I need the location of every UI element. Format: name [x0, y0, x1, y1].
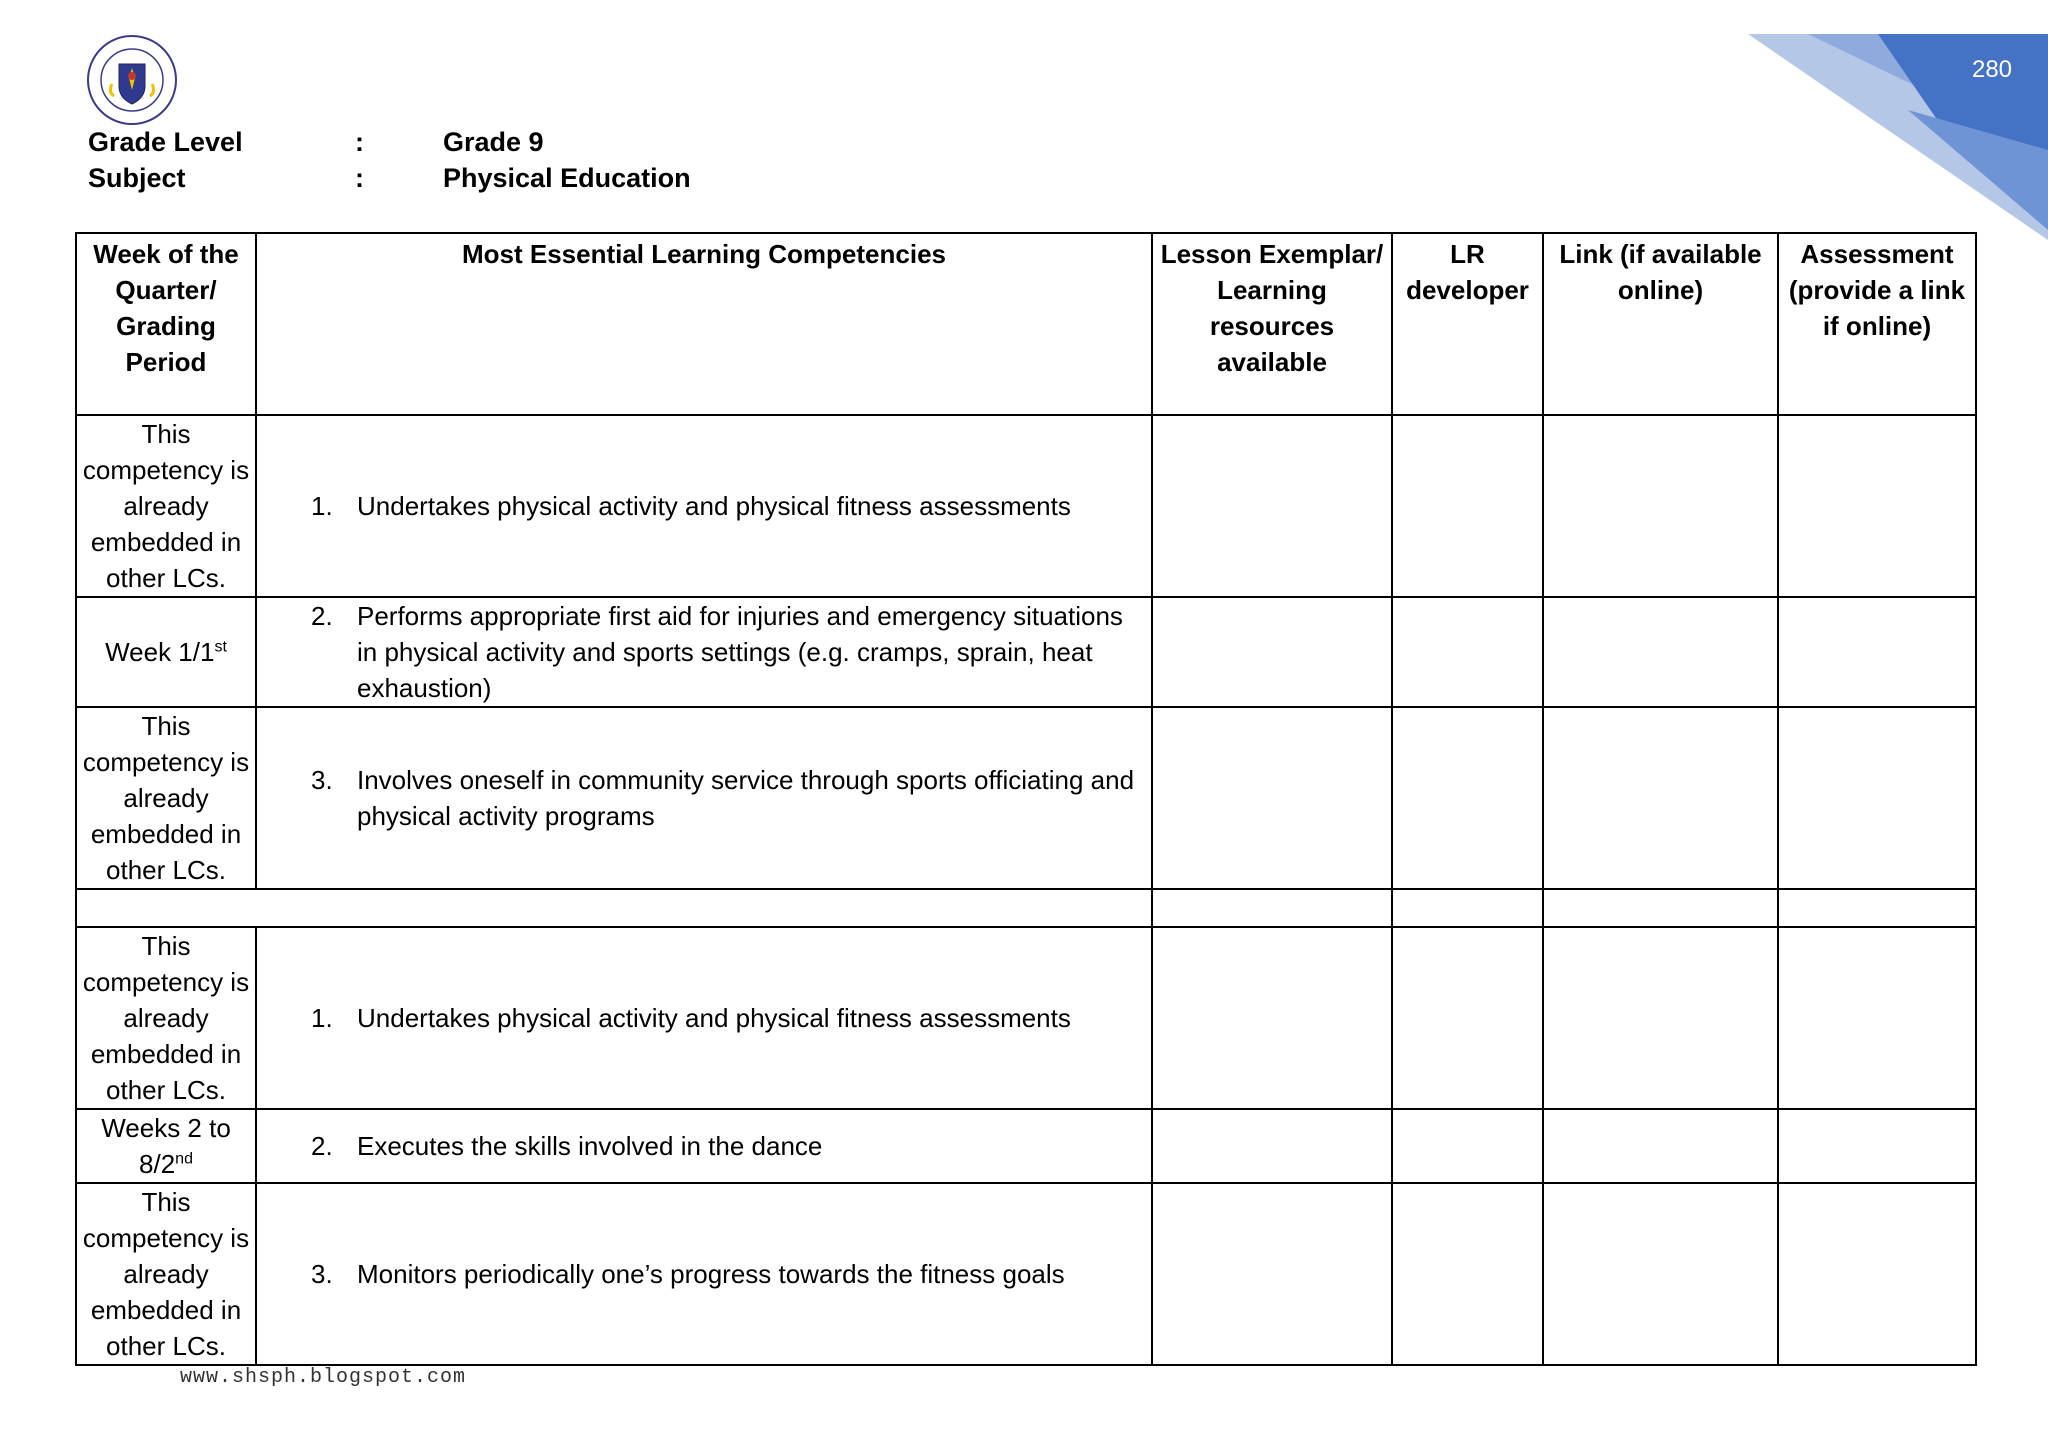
week-text: Week 1/1: [105, 637, 215, 667]
week-ordinal: nd: [175, 1150, 193, 1168]
empty-cell: [1543, 889, 1778, 927]
empty-cell: [1392, 927, 1543, 1109]
week-text: Weeks 2 to 8/2: [101, 1113, 231, 1179]
competency-cell: [256, 1183, 1152, 1365]
competency-cell: [256, 707, 1152, 889]
empty-cell: [1392, 889, 1543, 927]
grade-level-label: Grade Level: [88, 126, 243, 157]
subject-value: Physical Education: [443, 162, 691, 193]
empty-cell: [1543, 707, 1778, 889]
empty-cell: [1543, 1183, 1778, 1365]
competency-number: 2.: [311, 1131, 333, 1161]
competency-text: Performs appropriate first aid for injuries and emergency situations in physical activity and sports settings (e.g. cramps, sprain, heat exhaustion): [357, 601, 1123, 703]
competency-text: Executes the skills involved in the dance: [357, 1131, 823, 1161]
header-lesson-exemplar: Lesson Exemplar/ Learning resources available: [1152, 233, 1392, 415]
empty-cell: [1778, 707, 1976, 889]
competency-text: Monitors periodically one’s progress towards the fitness goals: [357, 1259, 1065, 1289]
table-row: [76, 707, 1976, 889]
spacer-row: [76, 889, 1976, 927]
table-row: [76, 1109, 1976, 1183]
empty-cell: [1543, 415, 1778, 597]
competency-text: Involves oneself in community service through sports officiating and physical activity programs: [357, 765, 1135, 831]
week-cell: This competency is already embedded in other LCs.: [76, 1183, 256, 1365]
grade-level-colon: :: [355, 126, 364, 157]
table-row: [76, 1183, 1976, 1365]
footer-url: www.shsph.blogspot.com: [180, 1366, 467, 1389]
week-cell: This competency is already embedded in other LCs.: [76, 415, 256, 597]
empty-cell: [1392, 707, 1543, 889]
deped-seal-logo: [86, 34, 178, 126]
empty-cell: [1392, 415, 1543, 597]
table-header-row: [76, 233, 1976, 415]
empty-cell: [1778, 889, 1976, 927]
empty-cell: [1543, 927, 1778, 1109]
corner-decoration: [1748, 0, 2048, 240]
subject-row: [88, 160, 691, 196]
empty-cell: [1392, 1109, 1543, 1183]
empty-cell: [1778, 1109, 1976, 1183]
empty-cell: [1152, 927, 1392, 1109]
empty-cell: [1152, 597, 1392, 707]
competency-number: 2.: [311, 601, 333, 631]
competency-cell: [256, 927, 1152, 1109]
empty-cell: [1152, 1109, 1392, 1183]
document-meta: [88, 124, 691, 196]
table-row: [76, 415, 1976, 597]
competency-cell: [256, 1109, 1152, 1183]
table-row: [76, 927, 1976, 1109]
header-assessment: Assessment (provide a link if online): [1778, 233, 1976, 415]
grade-level-row: [88, 124, 691, 160]
table-row: [76, 597, 1976, 707]
empty-cell: [1778, 415, 1976, 597]
week-cell: [76, 597, 256, 707]
competencies-table: [75, 232, 1977, 1366]
competency-number: 1.: [311, 1003, 333, 1033]
empty-cell: [1778, 927, 1976, 1109]
week-cell: This competency is already embedded in other LCs.: [76, 707, 256, 889]
header-competencies: Most Essential Learning Competencies: [256, 233, 1152, 415]
week-ordinal: st: [214, 638, 227, 656]
header-link: Link (if available online): [1543, 233, 1778, 415]
competency-cell: [256, 597, 1152, 707]
header-week: Week of the Quarter/ Grading Period: [76, 233, 256, 415]
competency-text: Undertakes physical activity and physical fitness assessments: [357, 1003, 1071, 1033]
empty-cell: [1543, 597, 1778, 707]
header-lr-developer: LR developer: [1392, 233, 1543, 415]
competency-cell: [256, 415, 1152, 597]
competency-text: Undertakes physical activity and physical fitness assessments: [357, 491, 1071, 521]
empty-cell: [1152, 415, 1392, 597]
empty-cell: [76, 889, 1152, 927]
empty-cell: [1392, 597, 1543, 707]
competency-number: 3.: [311, 765, 333, 795]
empty-cell: [1152, 889, 1392, 927]
subject-colon: :: [355, 162, 364, 193]
empty-cell: [1543, 1109, 1778, 1183]
empty-cell: [1152, 1183, 1392, 1365]
page-number: 280: [1971, 56, 2013, 83]
empty-cell: [1778, 1183, 1976, 1365]
competency-number: 3.: [311, 1259, 333, 1289]
week-cell: [76, 1109, 256, 1183]
grade-level-value: Grade 9: [443, 126, 544, 157]
empty-cell: [1778, 597, 1976, 707]
empty-cell: [1392, 1183, 1543, 1365]
competency-number: 1.: [311, 491, 333, 521]
subject-label: Subject: [88, 162, 186, 193]
week-cell: This competency is already embedded in other LCs.: [76, 927, 256, 1109]
empty-cell: [1152, 707, 1392, 889]
